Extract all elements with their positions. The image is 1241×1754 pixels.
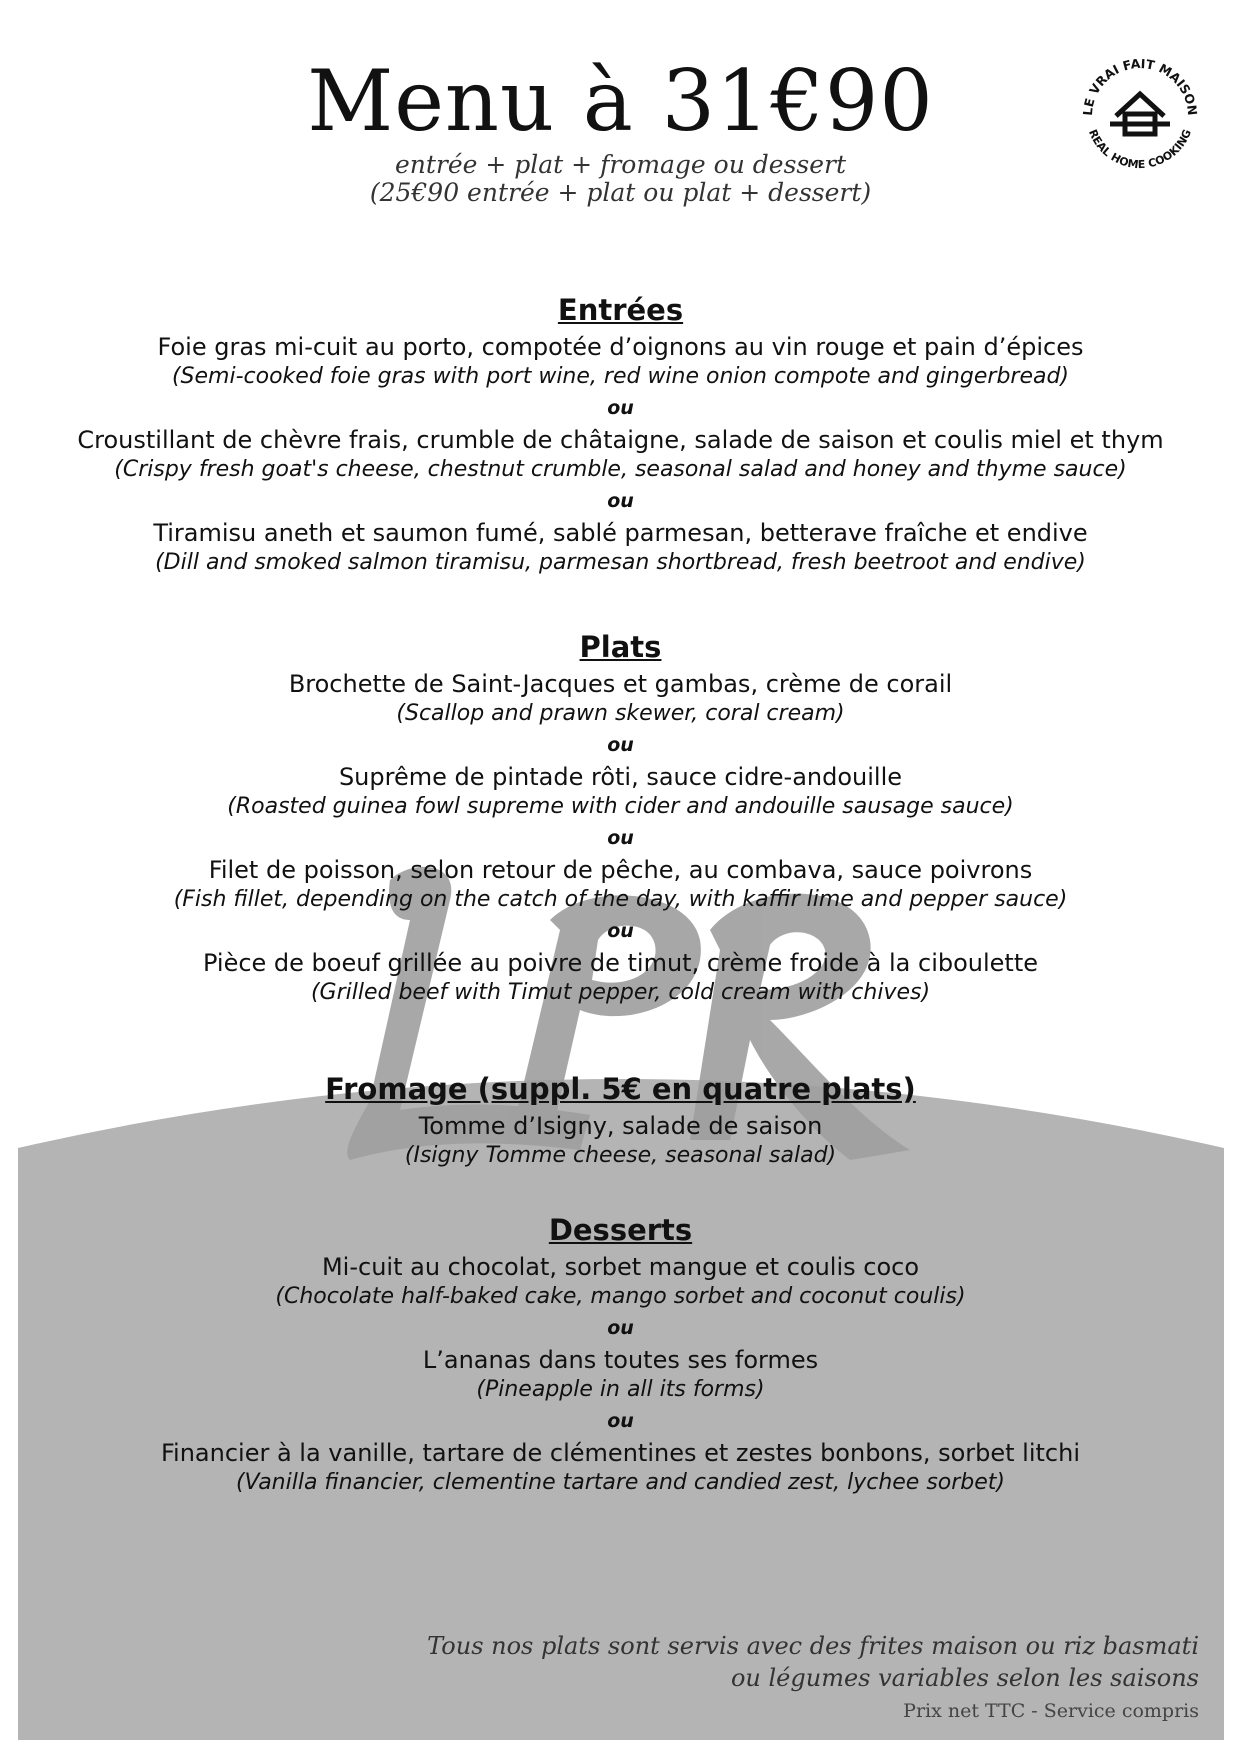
dish-name: Brochette de Saint-Jacques et gambas, crème de corail [288, 670, 953, 698]
dish-name: Pièce de boeuf grillée au poivre de timut, crème froide à la ciboulette [202, 949, 1039, 977]
dish-name: Suprême de pintade rôti, sauce cidre-andouille [338, 763, 903, 791]
dish-translation: (Pineapple in all its forms) [476, 1377, 765, 1402]
dish-name: Tomme d’Isigny, salade de saison [418, 1112, 823, 1140]
dish-translation: (Semi-cooked foie gras with port wine, red wine onion compote and gingerbread) [171, 364, 1070, 389]
dish-translation: (Grilled beef with Timut pepper, cold cream with chives) [310, 980, 931, 1005]
separator-ou: ou [607, 1317, 634, 1339]
dish-translation: (Chocolate half-baked cake, mango sorbet and coconut coulis) [275, 1284, 966, 1309]
svg-text:REAL HOME COOKING: REAL HOME COOKING [1085, 127, 1195, 172]
svg-text:LE VRAI FAIT MAISON: LE VRAI FAIT MAISON [1079, 55, 1201, 117]
menu-subtitle-formula: entrée + plat + fromage ou dessert [394, 150, 847, 179]
dish-name: Financier à la vanille, tartare de clémentines et zestes bonbons, sorbet litchi [160, 1439, 1081, 1467]
dish-translation: (Crispy fresh goat's cheese, chestnut crumble, seasonal salad and honey and thyme sauce) [114, 457, 1127, 482]
footer-sides-note: Tous nos plats sont servis avec des frites maison ou riz basmati [427, 1632, 1199, 1660]
dish-translation: (Isigny Tomme cheese, seasonal salad) [404, 1143, 837, 1168]
menu-title: Menu à 31€90 [307, 52, 934, 150]
house-icon [1110, 94, 1170, 134]
section-fromage [0, 1067, 1241, 1170]
dish-translation: (Vanilla financier, clementine tartare and candied zest, lychee sorbet) [235, 1470, 1006, 1495]
section-title: Entrées [557, 293, 684, 327]
separator-ou: ou [607, 490, 634, 512]
fait-maison-badge [1070, 44, 1210, 184]
section-title: Fromage (suppl. 5€ en quatre plats) [325, 1072, 916, 1106]
separator-ou: ou [607, 734, 634, 756]
footer-sides-note-cont: ou légumes variables selon les saisons [730, 1664, 1199, 1692]
dish-name: Mi-cuit au chocolat, sorbet mangue et coulis coco [321, 1253, 920, 1281]
section-desserts [0, 1208, 1241, 1497]
separator-ou: ou [607, 827, 634, 849]
separator-ou: ou [607, 1410, 634, 1432]
dish-translation: (Roasted guinea fowl supreme with cider and andouille sausage sauce) [227, 794, 1014, 819]
dish-name: Filet de poisson, selon retour de pêche, au combava, sauce poivrons [208, 856, 1033, 884]
footer-price-note: Prix net TTC - Service compris [903, 1700, 1199, 1722]
separator-ou: ou [607, 397, 634, 419]
dish-name: L’ananas dans toutes ses formes [422, 1346, 819, 1374]
section-title: Desserts [548, 1213, 693, 1247]
dish-name: Tiramisu aneth et saumon fumé, sablé parmesan, betterave fraîche et endive [153, 519, 1088, 547]
section-entrees [0, 288, 1241, 577]
dish-name: Croustillant de chèvre frais, crumble de châtaigne, salade de saison et coulis miel et thym [77, 426, 1164, 454]
separator-ou: ou [607, 920, 634, 942]
dish-translation: (Fish fillet, depending on the catch of the day, with kaffir lime and pepper sauce) [173, 887, 1068, 912]
menu-subtitle-alt-formula: (25€90 entrée + plat ou plat + dessert) [369, 178, 872, 207]
dish-translation: (Scallop and prawn skewer, coral cream) [396, 701, 845, 726]
section-plats [0, 625, 1241, 1007]
dish-translation: (Dill and smoked salmon tiramisu, parmesan shortbread, fresh beetroot and endive) [155, 550, 1086, 575]
dish-name: Foie gras mi-cuit au porto, compotée d’oignons au vin rouge et pain d’épices [157, 333, 1084, 361]
section-title: Plats [579, 630, 662, 664]
